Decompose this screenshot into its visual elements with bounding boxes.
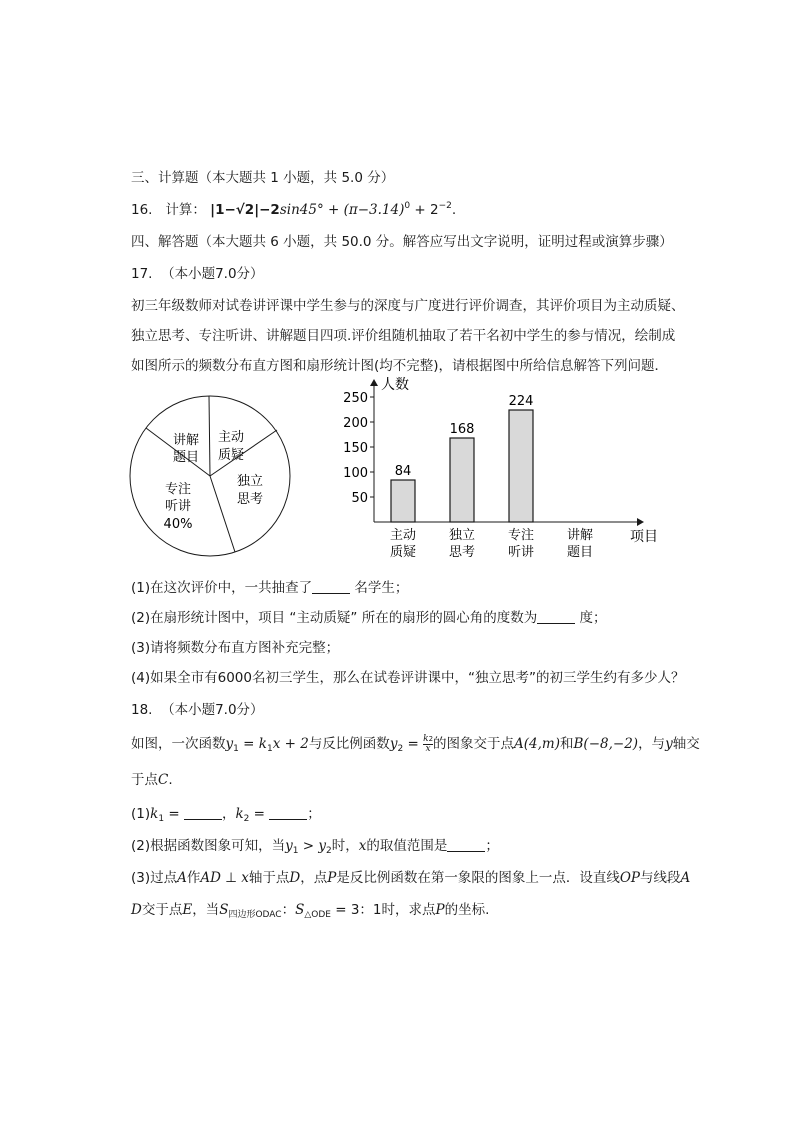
y-axis-label: 人数 <box>381 377 409 393</box>
x-axis-label: 项目 <box>630 529 658 545</box>
math-sub: 1 <box>158 814 165 824</box>
math-var: AD <box>200 870 221 886</box>
math-var: y <box>389 736 398 752</box>
question-18-header <box>131 698 264 718</box>
x-category-label: 主动 <box>389 528 417 543</box>
question-number: 18. <box>131 702 153 718</box>
question-16 <box>131 198 456 218</box>
fraction <box>423 735 433 754</box>
text-segment: = <box>403 736 424 752</box>
question-points: （本小题7.0分） <box>161 702 264 718</box>
math-sub: 2 <box>326 846 332 856</box>
text-segment: 作 <box>186 870 201 886</box>
math-sub: 2 <box>243 814 250 824</box>
expr-part-b: sin45° + (π−3.14) <box>279 202 405 218</box>
question-18-para-2 <box>131 768 173 788</box>
y-tick-label: 50 <box>351 491 368 506</box>
text-segment: 的坐标. <box>444 902 490 918</box>
text-segment: 时， <box>331 838 359 854</box>
answer-blank[interactable] <box>447 839 485 852</box>
sub1-text: (1)在这次评价中，一共抽查了 <box>131 580 313 596</box>
math-var: y <box>285 838 293 854</box>
math-expr: x + 2 <box>272 736 309 752</box>
math-var: C <box>158 772 169 788</box>
math-var: OP <box>619 870 640 886</box>
expr-part-a: |1−√2|−2 <box>210 202 280 218</box>
text-segment: 和 <box>560 736 574 752</box>
question-17-header <box>131 262 264 282</box>
pie-label-duli-1: 独立 <box>236 474 264 489</box>
question-17-sub-2 <box>131 606 607 626</box>
math-var: k <box>150 806 159 822</box>
math-expr: (4,m) <box>523 736 560 752</box>
math-var: S <box>219 902 229 918</box>
bar-data-label: 84 <box>394 464 412 479</box>
math-var: y <box>665 736 673 752</box>
bar-data-label: 224 <box>508 394 534 409</box>
text-segment: ； <box>307 806 321 822</box>
pie-label-zhudong-1: 主动 <box>217 430 245 445</box>
math-var: S <box>295 902 305 918</box>
question-18-sub-3-line-1 <box>131 866 690 886</box>
bars-layer <box>343 391 593 560</box>
section-4-heading: 四、解答题（本大题共 6 小题，共 50.0 分。解答应写出文字说明，证明过程或演算步骤） <box>131 234 673 250</box>
y-tick-label: 100 <box>343 466 368 481</box>
pie-divider-bottom <box>210 476 235 552</box>
math-sub: 四边形ODAC <box>228 910 282 920</box>
math-sub: 1 <box>233 744 239 754</box>
text-segment: 时，求点 <box>381 902 436 918</box>
question-number: 17. <box>131 266 153 282</box>
x-category-label: 专注 <box>507 528 535 543</box>
y-tick-label: 250 <box>343 391 368 406</box>
text-segment: = 3：1 <box>330 902 382 918</box>
math-sub: △ODE <box>304 910 331 920</box>
y-tick-label: 200 <box>343 416 368 431</box>
sub2-tail: 度； <box>579 610 607 626</box>
math-var: x <box>358 838 367 854</box>
question-18-sub-3-line-2 <box>131 898 489 920</box>
answer-blank[interactable] <box>537 611 575 624</box>
math-var: x <box>241 870 249 886</box>
text-segment: > <box>298 838 319 854</box>
text-segment: ，当 <box>192 902 220 918</box>
question-number: 16. <box>131 202 153 218</box>
math-var: y <box>318 838 327 854</box>
section-3-heading: 三、计算题（本大题共 1 小题，共 5.0 分） <box>131 170 395 186</box>
text-segment: 的取值范围是 <box>366 838 448 854</box>
text-segment: 与反比例函数 <box>308 736 390 752</box>
expr-end: . <box>451 202 457 218</box>
text-segment: = <box>238 736 259 752</box>
math-var: A <box>177 870 187 886</box>
sub1-tail: 名学生； <box>354 580 409 596</box>
bar <box>391 480 415 522</box>
answer-blank[interactable] <box>312 581 350 594</box>
x-category-label: 思考 <box>448 545 476 560</box>
pie-label-duli-2: 思考 <box>236 492 264 507</box>
text-segment: 交于点 <box>141 902 183 918</box>
sub2-text: (2)在扇形统计图中，项目 “主动质疑” 所在的扇形的圆心角的度数为 <box>131 610 538 626</box>
text-segment: 轴于点 <box>248 870 290 886</box>
question-18-sub-1 <box>131 802 321 824</box>
math-sub: 1 <box>292 846 299 856</box>
math-sub: 2 <box>397 744 404 754</box>
math-sub: 2 <box>428 734 434 743</box>
question-17-sub-1 <box>131 576 408 596</box>
text-segment: ⊥ <box>220 870 242 886</box>
pie-label-zhuanzhu-pct: 40% <box>163 517 193 532</box>
math-var: k <box>423 733 429 744</box>
pie-label-jiangjie-1: 讲解 <box>172 433 200 448</box>
question-18-sub-2 <box>131 834 499 856</box>
text-segment: (2)根据函数图象可知，当 <box>131 838 286 854</box>
text-segment: 是反比例函数在第一象限的图象上一点．设直线 <box>336 870 620 886</box>
x-category-label: 独立 <box>448 528 476 543</box>
exponent-zero: 0 <box>404 201 411 211</box>
text-segment: ，与 <box>638 736 666 752</box>
text-segment: ； <box>485 838 499 854</box>
question-points: （本小题7.0分） <box>161 266 264 282</box>
pie-label-zhuanzhu-1: 专注 <box>164 482 192 497</box>
text-segment: (3)过点 <box>131 870 178 886</box>
pie-chart <box>126 392 294 562</box>
text-segment: 与线段 <box>640 870 681 886</box>
answer-blank[interactable] <box>184 807 222 820</box>
fraction-numerator <box>423 735 433 745</box>
text-segment: 如图，一次函数 <box>131 736 226 752</box>
pie-divider-top <box>209 396 210 476</box>
pie-label-jiangjie-2: 题目 <box>172 450 200 465</box>
text-segment: . <box>168 772 173 788</box>
math-var: E <box>182 902 193 918</box>
math-sub: 1 <box>266 744 273 754</box>
math-var: k <box>258 736 267 752</box>
text-segment: ，点 <box>300 870 328 886</box>
question-17-sub-4: (4)如果全市有6000名初三学生，那么在试卷评讲课中，“独立思考”的初三学生约有多少人？ <box>131 670 685 686</box>
question-17-para-3: 如图所示的频数分布直方图和扇形统计图(均不完整)，请根据图中所给信息解答下列问题． <box>131 358 669 374</box>
math-var: k <box>235 806 244 822</box>
text-segment: 于点 <box>131 772 158 788</box>
x-category-label: 讲解 <box>566 528 594 543</box>
math-var: A <box>514 736 524 752</box>
math-var: P <box>327 870 337 886</box>
bar <box>509 410 533 522</box>
text-segment: ， <box>221 806 236 822</box>
fraction-denominator: x <box>425 743 431 754</box>
question-17-sub-3: (3)请将频数分布直方图补充完整； <box>131 640 340 656</box>
pie-label-zhuanzhu-2: 听讲 <box>164 499 192 514</box>
bar <box>450 438 474 522</box>
text-segment: 的图象交于点 <box>433 736 515 752</box>
x-category-label: 质疑 <box>389 545 417 560</box>
text-segment: 轴交 <box>672 736 700 752</box>
question-16-label: 计算： <box>165 202 206 218</box>
x-category-label: 题目 <box>566 545 594 560</box>
question-17-para-1: 初三年级数师对试卷讲评课中学生参与的深度与广度进行评价调查，其评价项目为主动质疑、 <box>131 298 685 314</box>
y-tick-label: 150 <box>343 441 368 456</box>
math-var: A <box>680 870 691 886</box>
math-var: y <box>225 736 234 752</box>
exponent-neg2: −2 <box>438 201 452 211</box>
text-segment: ： <box>281 902 296 918</box>
question-17-para-2: 独立思考、专注听讲、讲解题目四项.评价组随机抽取了若干名初中学生的参与情况，绘制成 <box>131 328 676 344</box>
math-expr: (−8,−2) <box>583 736 639 752</box>
text-segment: (1) <box>131 806 151 822</box>
math-var: D <box>289 870 301 886</box>
question-18-para-1 <box>131 732 700 754</box>
math-var: P <box>435 902 445 918</box>
bar-chart <box>330 372 670 564</box>
text-segment: = <box>249 806 270 822</box>
x-category-label: 听讲 <box>507 545 535 560</box>
math-var: B <box>573 736 584 752</box>
math-var: D <box>131 902 142 918</box>
expr-part-c: + 2 <box>410 202 439 218</box>
bar-data-label: 168 <box>449 422 475 437</box>
answer-blank[interactable] <box>269 807 307 820</box>
pie-label-zhudong-2: 质疑 <box>217 448 245 463</box>
text-segment: = <box>164 806 184 822</box>
